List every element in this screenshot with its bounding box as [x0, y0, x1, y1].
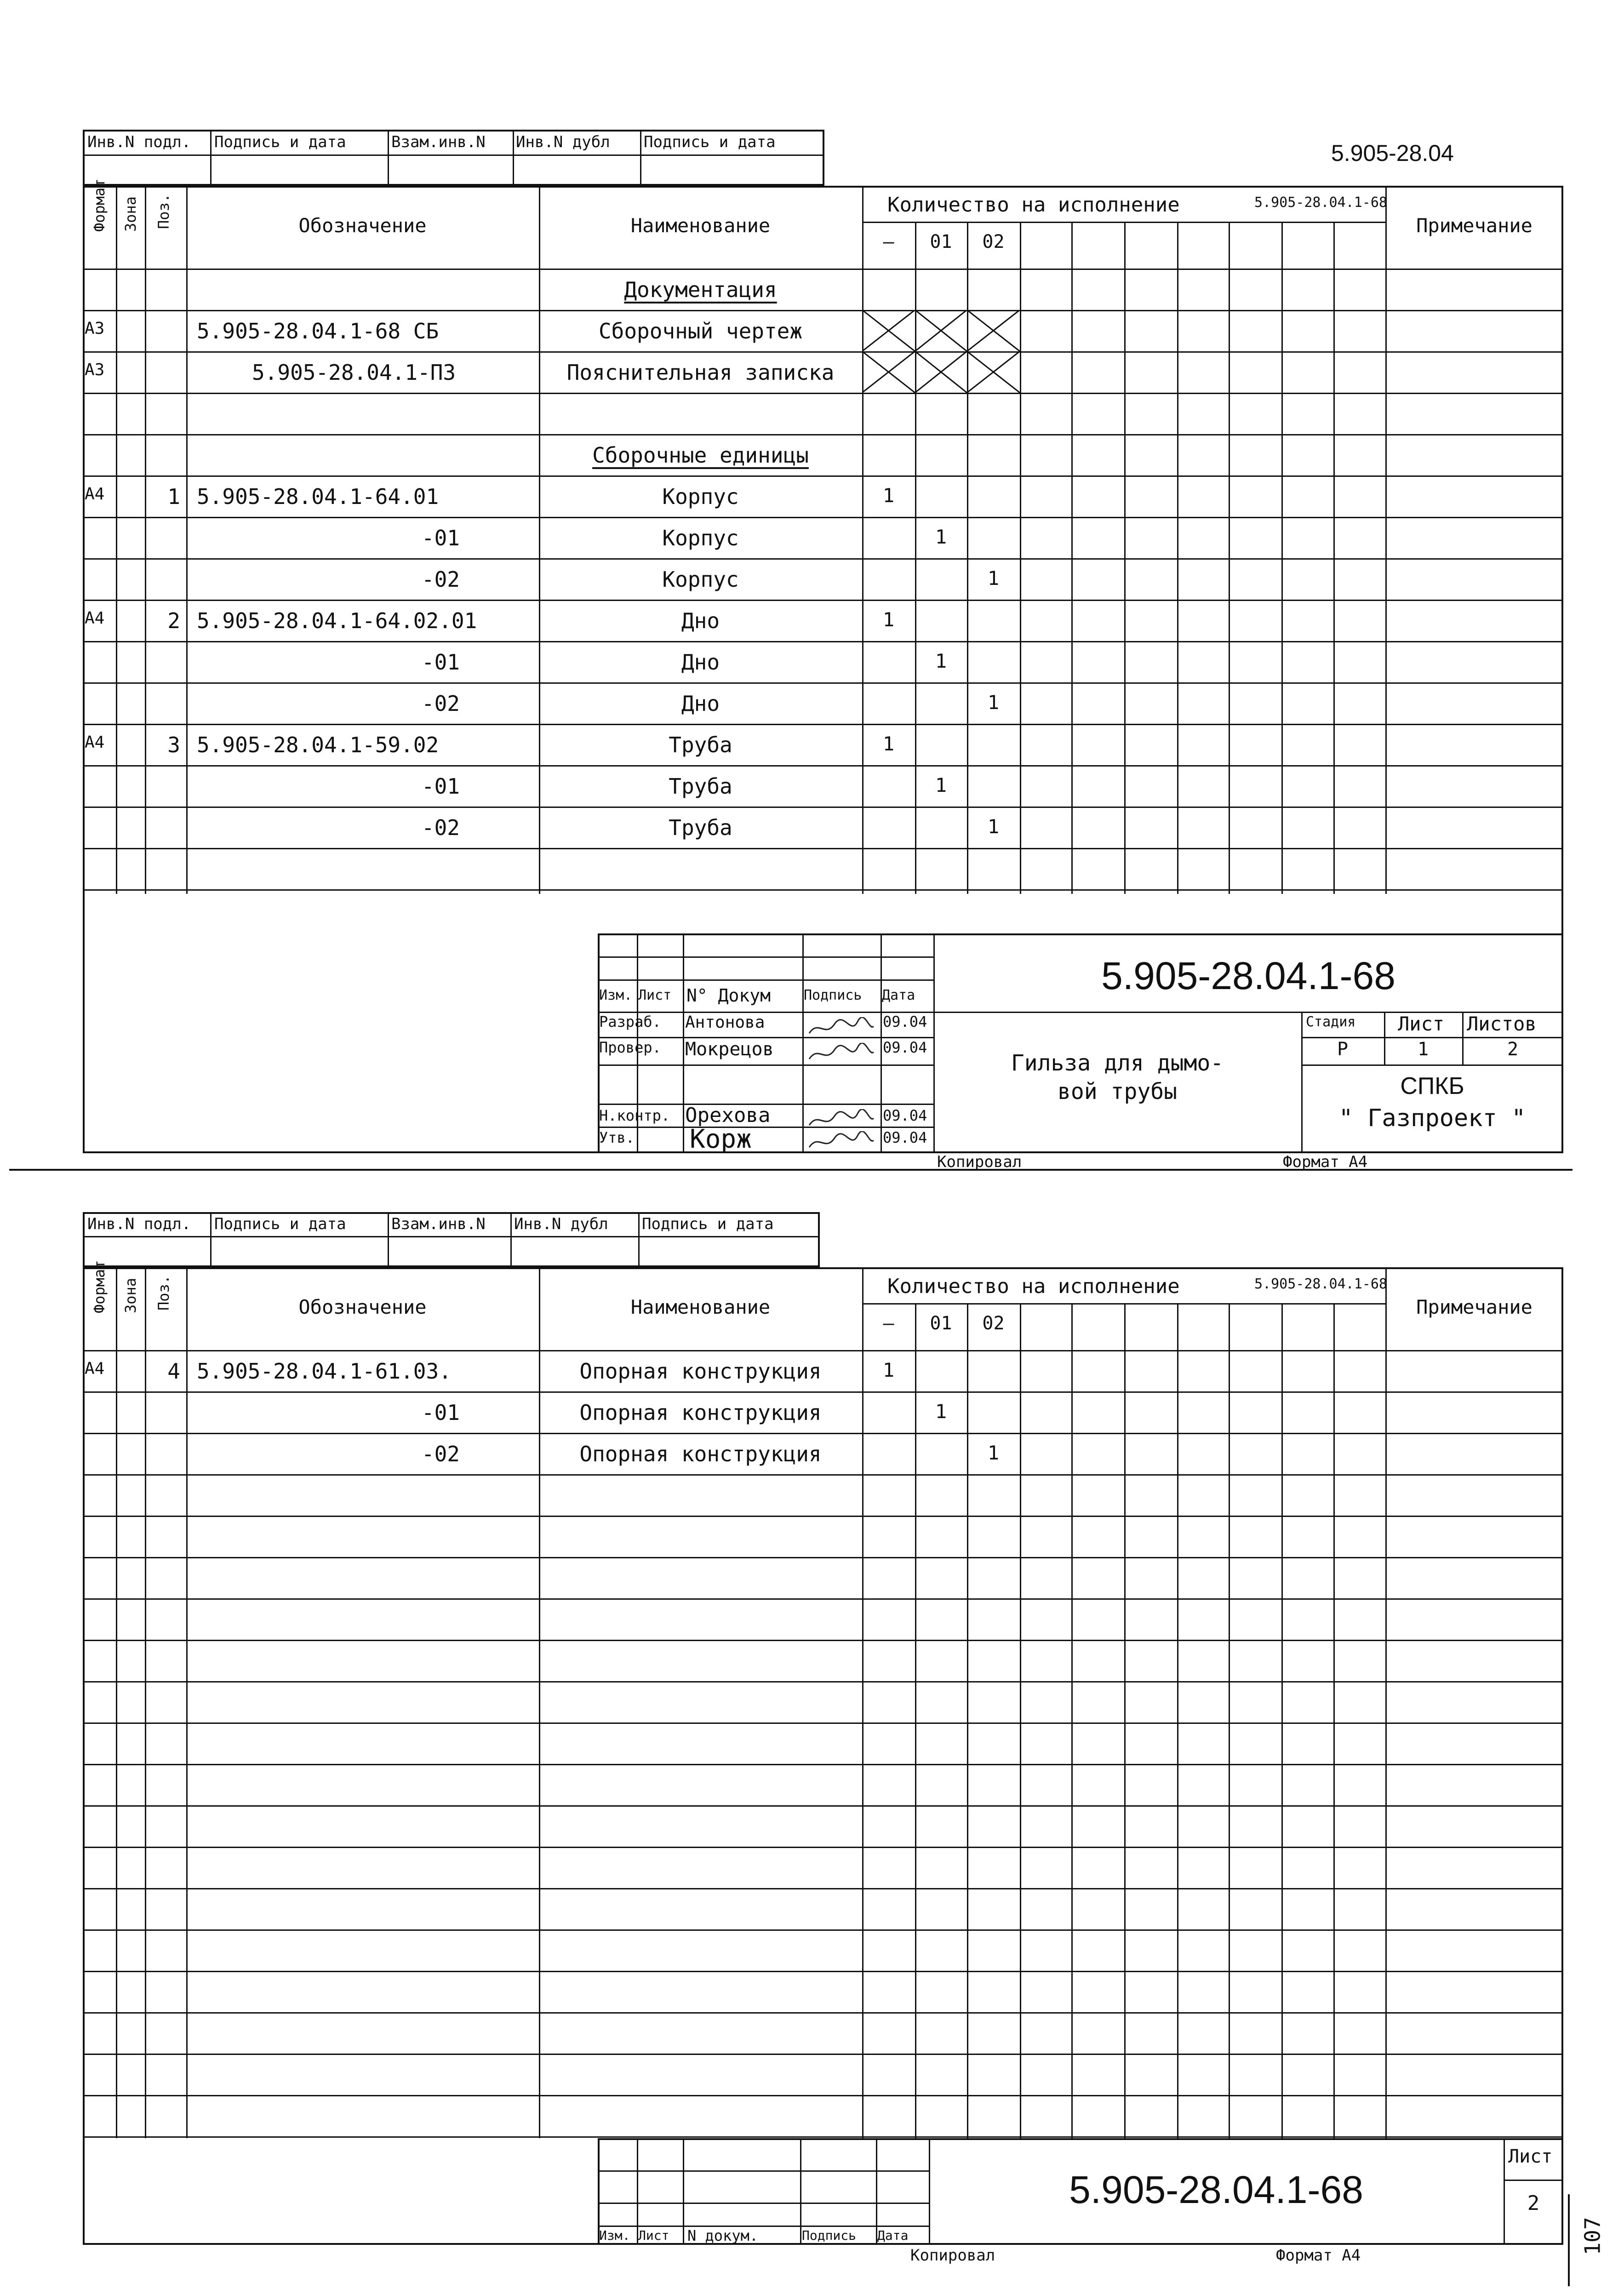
cell-oboznachenie: 5.905-28.04.1-ПЗ: [252, 360, 456, 385]
table-row: [83, 517, 1563, 558]
doc-code: 5.905-28.04.1-68: [1101, 954, 1395, 997]
label-list-2: Лист: [1508, 2146, 1553, 2167]
cross-mark: [967, 310, 1020, 351]
cross-mark: [862, 351, 915, 393]
cell-suffix: -02: [421, 1442, 460, 1466]
footer-kopiroval-2: Копировал: [910, 2246, 995, 2265]
col-ndokum: N° Докум: [686, 985, 771, 1006]
table-row: [83, 269, 1563, 310]
label-utv: Утв.: [599, 1129, 635, 1146]
table-row: [83, 393, 1563, 434]
cell-oboznachenie: 5.905-28.04.1-59.02: [197, 732, 439, 757]
table-row: [83, 765, 1563, 807]
cell-qty-2: 1: [987, 567, 1000, 589]
head-ex-0: –: [883, 1313, 894, 1334]
col-list-2: Лист: [638, 2228, 669, 2243]
stamp2-podpis-data-2: Подпись и дата: [642, 1215, 774, 1233]
col-izm: Изм.: [599, 987, 633, 1003]
signature: [807, 1017, 876, 1038]
signature: [807, 1043, 876, 1064]
cell-qty-2: 1: [987, 1442, 1000, 1464]
label-stadiya: Стадия: [1306, 1014, 1356, 1030]
head-ex-2: 02: [982, 231, 1005, 252]
table-row: [83, 434, 1563, 475]
cross-mark: [915, 310, 967, 351]
signature: [807, 1109, 876, 1130]
head-format: Формат: [91, 1260, 108, 1313]
stamp-vzam-inv: Взам.инв.N: [391, 133, 486, 151]
value-stadiya: Р: [1337, 1039, 1349, 1060]
page-header-code: 5.905-28.04: [1331, 140, 1454, 166]
org-line-1: СПКБ: [1400, 1073, 1464, 1099]
cell-qty-1: 1: [935, 774, 947, 796]
cell-naimenovanie: Дно: [681, 650, 720, 675]
col-izm-2: Изм.: [599, 2228, 630, 2243]
cell-oboznachenie: 5.905-28.04.1-61.03.: [197, 1359, 452, 1384]
head-kolichestvo: Количество на исполнение: [887, 193, 1180, 217]
date-razrab: 09.04: [883, 1013, 927, 1030]
label-list: Лист: [1398, 1013, 1445, 1035]
table-row: [83, 1433, 1563, 1474]
org-line-2: " Газпроект ": [1338, 1104, 1526, 1132]
stamp2-vzam-inv: Взам.инв.N: [391, 1215, 486, 1233]
cell-poz: 4: [167, 1359, 180, 1384]
cell-qty-1: 1: [935, 1400, 947, 1423]
table-row: [83, 848, 1563, 889]
title-line-2: вой трубы: [1057, 1079, 1178, 1104]
table-row: [83, 682, 1563, 724]
table-row: [83, 558, 1563, 600]
cell-format: А4: [85, 1359, 105, 1378]
head-naimenovanie: Наименование: [630, 214, 771, 237]
name-nkontr: Орехова: [685, 1104, 771, 1127]
stamp-podpis-data: Подпись и дата: [214, 133, 346, 151]
section-title: Документация: [624, 277, 777, 302]
cell-format: А4: [85, 609, 105, 628]
stamp-podpis-data-2: Подпись и дата: [644, 133, 776, 151]
head-ex-1: 01: [930, 231, 952, 252]
head-kol-code: 5.905-28.04.1-68: [1254, 1276, 1387, 1292]
cell-format: А4: [85, 733, 105, 752]
col-data: Дата: [882, 987, 915, 1003]
table-row: [83, 807, 1563, 848]
cross-mark: [967, 351, 1020, 393]
head-oboznachenie: Обозначение: [298, 1296, 427, 1318]
cell-naimenovanie: Корпус: [662, 526, 739, 550]
stamp-inv-podl: Инв.N подл.: [87, 133, 191, 151]
col-podpis: Подпись: [804, 987, 862, 1003]
cell-naimenovanie: Опорная конструкция: [579, 1400, 822, 1425]
table-row: [83, 641, 1563, 682]
cell-naimenovanie: Сборочный чертеж: [598, 319, 803, 343]
cell-format: А4: [85, 485, 105, 504]
value-list-2: 2: [1527, 2192, 1540, 2215]
col-ndokum-2: N докум.: [687, 2227, 759, 2244]
head-naimenovanie: Наименование: [630, 1296, 771, 1318]
table-row: [83, 1391, 1563, 1433]
cell-oboznachenie: 5.905-28.04.1-68 СБ: [197, 319, 439, 343]
col-podpis-2: Подпись: [802, 2228, 857, 2243]
sheet-separator: [9, 1169, 1573, 1171]
cell-naimenovanie: Корпус: [662, 567, 739, 592]
head-zona: Зона: [122, 196, 139, 232]
label-prover: Провер.: [599, 1039, 661, 1056]
cell-naimenovanie: Корпус: [662, 484, 739, 509]
cell-poz: 1: [167, 484, 180, 509]
cell-poz: 2: [167, 608, 180, 633]
name-utv: Корж: [690, 1124, 752, 1154]
cell-oboznachenie: 5.905-28.04.1-64.02.01: [197, 608, 477, 633]
cell-qty-0: 1: [882, 1359, 895, 1381]
cell-suffix: -01: [421, 1400, 460, 1425]
date-prover: 09.04: [883, 1039, 927, 1056]
head-ex-1: 01: [930, 1313, 952, 1334]
cell-naimenovanie: Опорная конструкция: [579, 1359, 822, 1384]
head-format: Формат: [91, 178, 108, 232]
cell-naimenovanie: Труба: [669, 815, 732, 840]
cell-naimenovanie: Пояснительная записка: [566, 360, 835, 385]
cell-naimenovanie: Дно: [681, 608, 720, 633]
doc-code-2: 5.905-28.04.1-68: [1069, 2168, 1363, 2211]
cell-naimenovanie: Опорная конструкция: [579, 1442, 822, 1466]
stamp-inv-dubl: Инв.N дубл: [516, 133, 610, 151]
cell-qty-1: 1: [935, 526, 947, 548]
footer-kopiroval-1: Копировал: [937, 1153, 1022, 1171]
stamp2-podpis-data: Подпись и дата: [214, 1215, 346, 1233]
cell-suffix: -01: [421, 774, 460, 799]
head-ex-0: –: [883, 231, 894, 252]
cell-qty-2: 1: [987, 815, 1000, 838]
cell-qty-1: 1: [935, 650, 947, 672]
cell-qty-0: 1: [882, 608, 895, 631]
cell-naimenovanie: Труба: [669, 774, 732, 799]
date-utv: 09.04: [883, 1129, 927, 1146]
cell-suffix: -02: [421, 691, 460, 716]
signature: [807, 1131, 876, 1152]
label-razrab: Разраб.: [599, 1013, 661, 1030]
head-zona: Зона: [122, 1277, 139, 1313]
date-nkontr: 09.04: [883, 1107, 927, 1124]
head-kol-code: 5.905-28.04.1-68: [1254, 195, 1387, 211]
footer-format-2: Формат А4: [1276, 2246, 1361, 2265]
cell-format: А3: [85, 319, 105, 338]
head-kolichestvo: Количество на исполнение: [887, 1275, 1180, 1298]
name-prover: Мокрецов: [685, 1039, 774, 1060]
cell-qty-0: 1: [882, 484, 895, 507]
head-oboznachenie: Обозначение: [298, 214, 427, 237]
footer-format-1: Формат А4: [1283, 1153, 1368, 1171]
head-poz: Поз.: [155, 1275, 172, 1310]
cell-suffix: -02: [421, 815, 460, 840]
cross-mark: [862, 310, 915, 351]
title-line-1: Гильза для дымо-: [1011, 1050, 1224, 1076]
name-razrab: Антонова: [685, 1013, 765, 1032]
cell-format: А3: [85, 361, 105, 379]
page-number: 107: [1580, 2217, 1605, 2255]
cell-naimenovanie: Дно: [681, 691, 720, 716]
cell-qty-0: 1: [882, 732, 895, 755]
cell-naimenovanie: Труба: [669, 732, 732, 757]
col-data-2: Дата: [877, 2228, 909, 2243]
cell-oboznachenie: 5.905-28.04.1-64.01: [197, 484, 439, 509]
cell-suffix: -01: [421, 650, 460, 675]
cell-qty-2: 1: [987, 691, 1000, 714]
head-ex-2: 02: [982, 1313, 1005, 1334]
stamp2-inv-dubl: Инв.N дубл: [514, 1215, 608, 1233]
head-poz: Поз.: [155, 193, 172, 229]
value-list: 1: [1417, 1039, 1429, 1060]
col-list: Лист: [638, 987, 672, 1003]
cell-suffix: -02: [421, 567, 460, 592]
cell-suffix: -01: [421, 526, 460, 550]
label-nkontr: Н.контр.: [599, 1107, 670, 1124]
label-listov: Листов: [1467, 1013, 1537, 1035]
head-primechanie: Примечание: [1416, 1296, 1533, 1318]
cell-poz: 3: [167, 732, 180, 757]
head-primechanie: Примечание: [1416, 214, 1533, 237]
value-listov: 2: [1507, 1039, 1519, 1060]
section-title: Сборочные единицы: [592, 443, 809, 468]
cross-mark: [915, 351, 967, 393]
stamp2-inv-podl: Инв.N подл.: [87, 1215, 191, 1233]
